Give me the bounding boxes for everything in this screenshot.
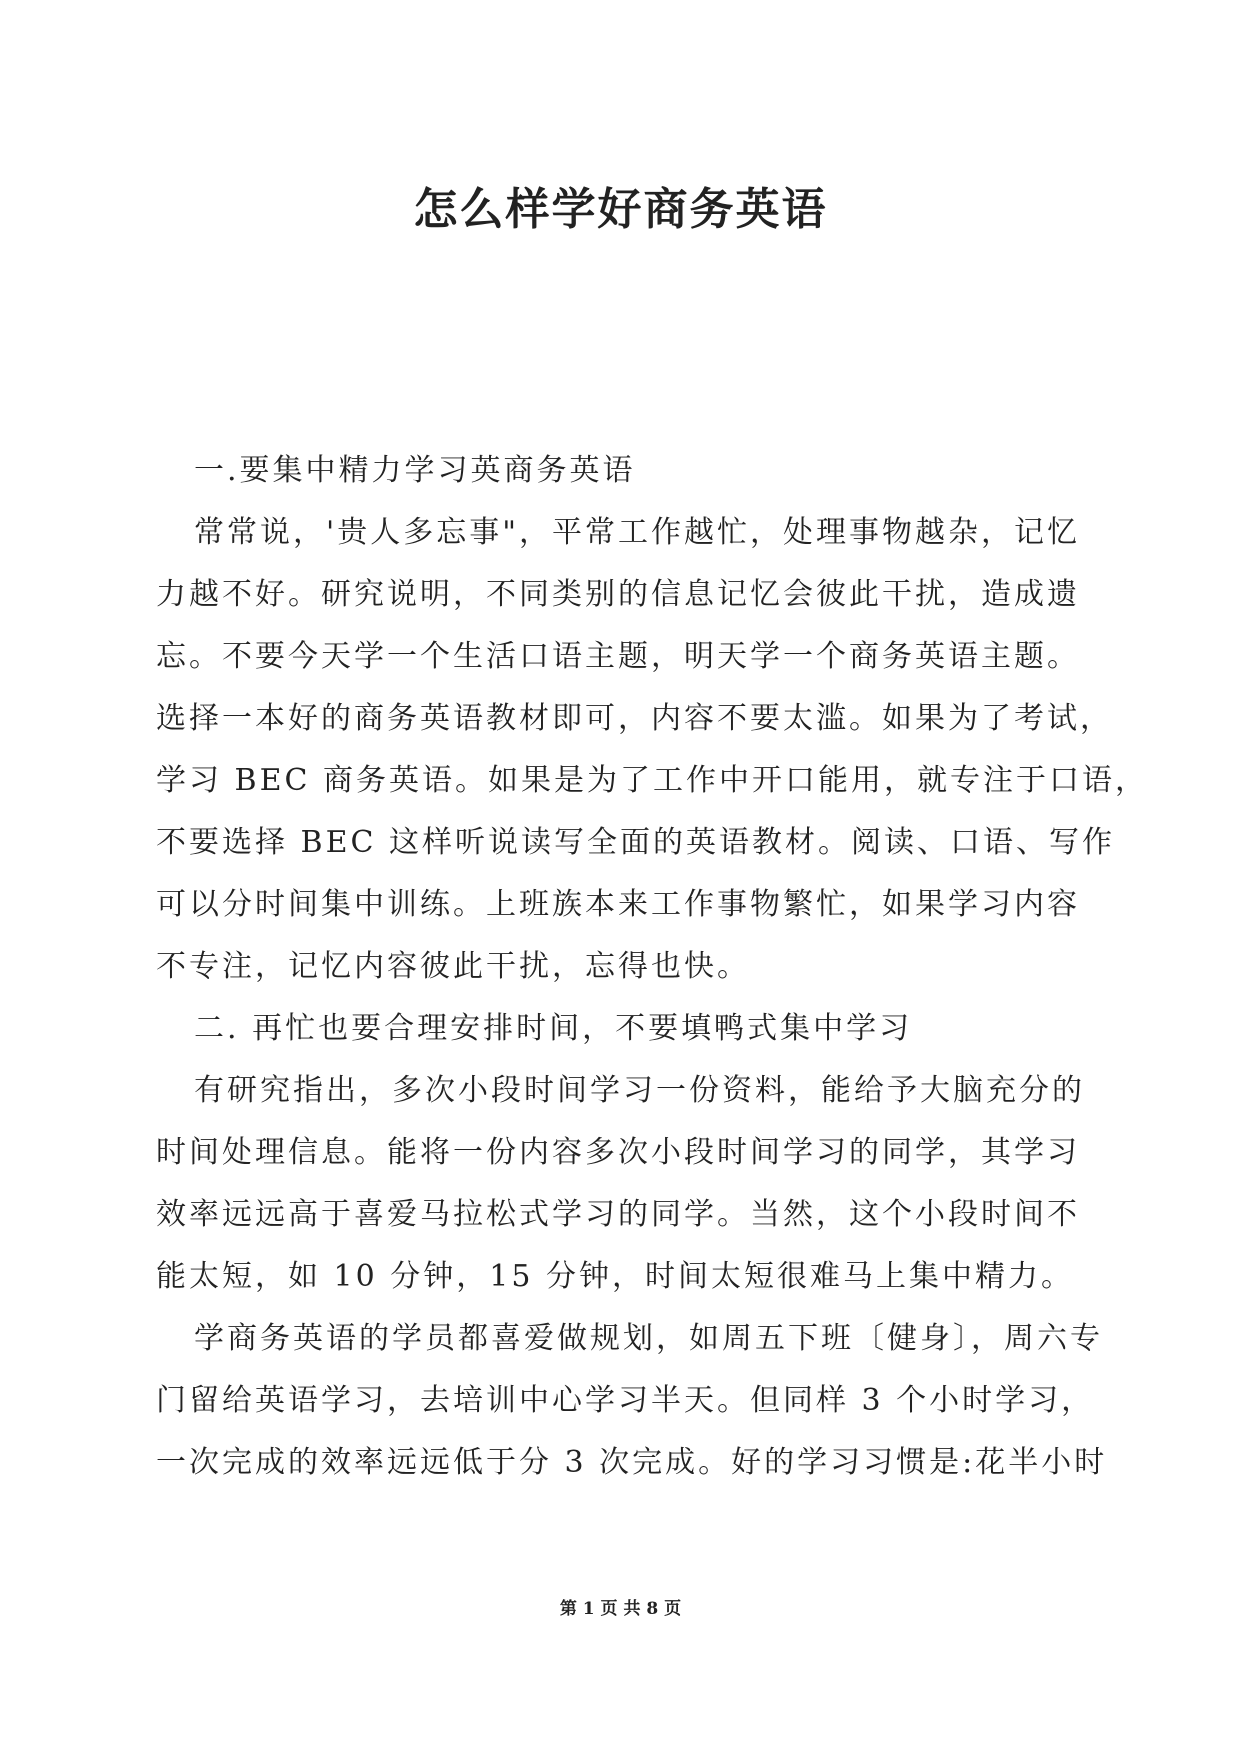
paragraph-line: 门留给英语学习，去培训中心学习半天。但同样 3 个小时学习， (156, 1383, 1095, 1418)
paragraph-line: 选择一本好的商务英语教材即可，内容不要太滥。如果为了考试， (156, 701, 1113, 736)
paragraph-line: 常常说，'贵人多忘事"，平常工作越忙，处理事物越杂，记忆 (194, 515, 1081, 550)
section-heading-2: 二. 再忙也要合理安排时间，不要填鸭式集中学习 (194, 1011, 913, 1046)
paragraph-line: 时间处理信息。能将一份内容多次小段时间学习的同学，其学习 (156, 1135, 1080, 1170)
paragraph-line: 能太短，如 10 分钟，15 分钟，时间太短很难马上集中精力。 (156, 1259, 1074, 1294)
document-body (156, 440, 1148, 1494)
paragraph-line: 效率远远高于喜爱马拉松式学习的同学。当然，这个小段时间不 (156, 1197, 1080, 1232)
paragraph-line: 有研究指出，多次小段时间学习一份资料，能给予大脑充分的 (194, 1073, 1085, 1108)
section-heading-1: 一.要集中精力学习英商务英语 (194, 453, 636, 488)
paragraph-line: 不专注，记忆内容彼此干扰，忘得也快。 (156, 949, 750, 984)
paragraph-line: 力越不好。研究说明，不同类别的信息记忆会彼此干扰，造成遗 (156, 577, 1080, 612)
paragraph-line: 学商务英语的学员都喜爱做规划，如周五下班〔健身〕，周六专 (194, 1321, 1103, 1356)
paragraph-line: 学习 BEC 商务英语。如果是为了工作中开口能用，就专注于口语， (156, 763, 1148, 798)
page-number-footer: 第 1 页 共 8 页 (559, 1599, 682, 1619)
paragraph-line: 忘。不要今天学一个生活口语主题，明天学一个商务英语主题。 (156, 639, 1080, 674)
document-title: 怎么样学好商务英语 (413, 184, 828, 235)
paragraph-line: 不要选择 BEC 这样听说读写全面的英语教材。阅读、口语、写作 (156, 825, 1115, 860)
paragraph-line: 可以分时间集中训练。上班族本来工作事物繁忙，如果学习内容 (156, 887, 1080, 922)
paragraph-line: 一次完成的效率远远低于分 3 次完成。好的学习习惯是:花半小时 (156, 1445, 1108, 1480)
